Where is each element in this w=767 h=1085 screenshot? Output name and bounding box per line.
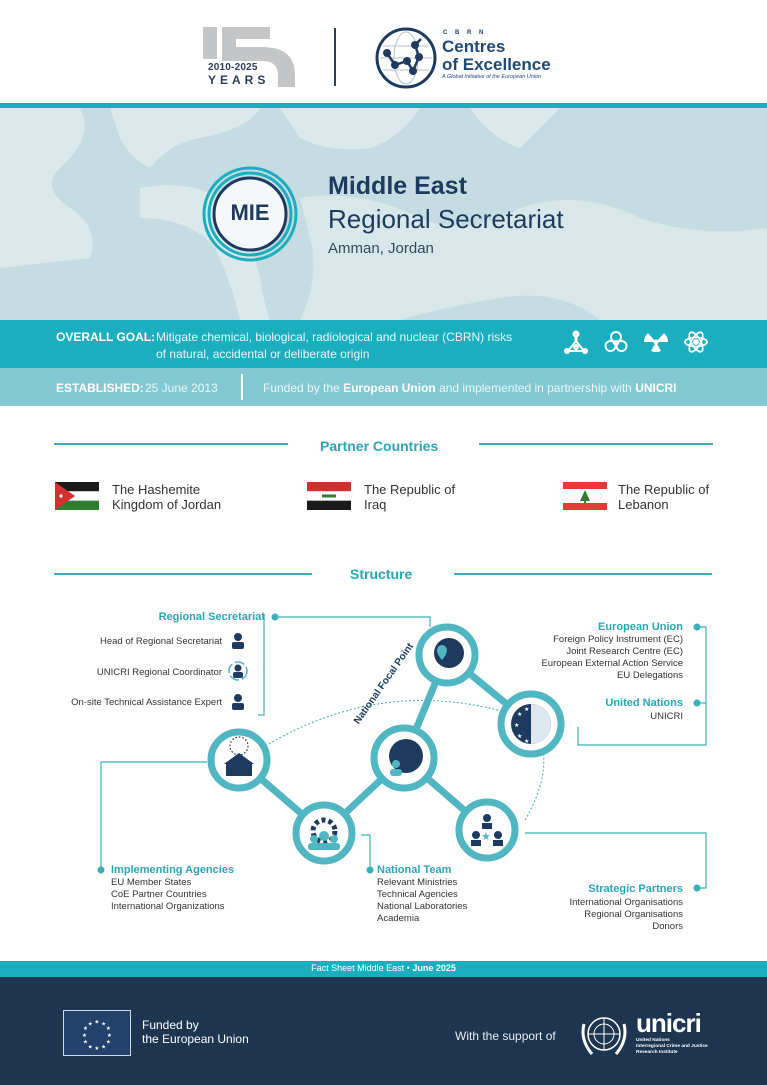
support-text: With the support of xyxy=(455,1029,556,1043)
svg-text:★: ★ xyxy=(517,734,523,740)
un-emblem-icon xyxy=(578,1010,630,1060)
svg-text:★: ★ xyxy=(105,1039,112,1046)
svg-text:★: ★ xyxy=(101,1021,107,1028)
unicri-subtitle xyxy=(636,1038,708,1056)
strategic-partners-item: International Organisations xyxy=(569,897,683,908)
lebanon-flag xyxy=(563,482,607,510)
united-nations-item: UNICRI xyxy=(650,711,683,722)
atom-icon xyxy=(682,328,710,356)
country-jordan xyxy=(112,482,221,512)
goal-text-line2: of natural, accidental or deliberate origin xyxy=(156,347,370,361)
european-union-item: Foreign Policy Instrument (EC) xyxy=(553,634,683,645)
fact-sheet-date: June 2025 xyxy=(412,963,456,973)
country-iraq xyxy=(364,482,455,512)
national-team-item: Technical Agencies xyxy=(377,889,458,900)
coe-globe-icon xyxy=(375,27,437,89)
eu-funded-text xyxy=(142,1018,249,1046)
united-nations-title: United Nations xyxy=(605,697,683,709)
eu-line2: the European Union xyxy=(142,1032,249,1046)
eu-line1: Funded by xyxy=(142,1018,199,1032)
svg-text:★: ★ xyxy=(101,1044,107,1051)
country-line2: Kingdom of Jordan xyxy=(112,497,222,512)
coe-tagline: A Global Initiative of the European Union xyxy=(442,74,542,80)
implementing-agencies-item: EU Member States xyxy=(111,877,192,888)
svg-text:★: ★ xyxy=(514,723,520,729)
svg-text:★: ★ xyxy=(81,1032,88,1039)
strategic-partners-item: Donors xyxy=(652,921,683,932)
strategic-partners-item: Regional Organisations xyxy=(584,909,683,920)
implementing-agencies-item: International Organizations xyxy=(111,901,225,912)
hero-title: Middle East xyxy=(328,172,467,200)
coe-title-line2: of Excellence xyxy=(442,55,551,74)
hero-subtitle: Regional Secretariat xyxy=(328,204,564,234)
national-team-item: National Laboratories xyxy=(377,901,468,912)
chemical-icon xyxy=(562,328,590,356)
country-line2: Iraq xyxy=(364,497,387,512)
regional-secretariat-title: Regional Secretariat xyxy=(158,611,265,623)
svg-text:★: ★ xyxy=(82,1039,89,1046)
country-lebanon xyxy=(618,482,709,512)
country-line2: Lebanon xyxy=(618,497,669,512)
structure-title: Structure xyxy=(350,566,413,582)
funded-eu: European Union xyxy=(343,381,436,395)
page-header xyxy=(0,0,767,103)
unicri-sub1: United Nations xyxy=(636,1038,670,1043)
mie-badge-label: MIE xyxy=(230,200,270,225)
established-label: ESTABLISHED: xyxy=(56,381,144,395)
european-union-item: Joint Research Centre (EC) xyxy=(566,646,683,657)
partners-title: Partner Countries xyxy=(320,438,439,454)
unicri-sub3: Research Institute xyxy=(636,1050,678,1055)
coe-acronym: C B R N xyxy=(443,30,487,36)
coe-title-line1: Centres xyxy=(442,37,506,56)
unicri-wordmark: unicri xyxy=(636,1008,701,1038)
years-label: YEARS xyxy=(208,73,270,87)
implementing-agencies-title: Implementing Agencies xyxy=(111,864,235,876)
svg-text:★: ★ xyxy=(87,1021,93,1028)
funded-prefix: Funded by the xyxy=(263,381,344,395)
goal-text-line1: Mitigate chemical, biological, radiological and nuclear (CBRN) risks xyxy=(156,330,513,344)
implementing-agencies-item: CoE Partner Countries xyxy=(111,889,207,900)
header-divider xyxy=(334,28,336,86)
unicri-sub2: Interregional Crime and Justice xyxy=(636,1044,708,1049)
radiation-icon xyxy=(642,328,670,356)
country-line1: The Hashemite xyxy=(112,482,201,497)
funded-statement xyxy=(263,381,677,395)
european-union-item: European External Action Service xyxy=(541,658,683,669)
svg-text:★: ★ xyxy=(517,712,523,718)
country-line1: The Republic of xyxy=(618,482,710,497)
regional-secretariat-item: On-site Technical Assistance Expert xyxy=(71,697,222,708)
structure-rule-right xyxy=(454,573,712,575)
cbrn-icons xyxy=(562,328,710,356)
svg-text:★: ★ xyxy=(524,739,530,745)
svg-text:★: ★ xyxy=(106,1032,113,1039)
partners-rule-right xyxy=(479,443,713,445)
regional-secretariat-item: Head of Regional Secretariat xyxy=(100,636,222,647)
national-focal-point-label: National Focal Point xyxy=(352,641,417,727)
iraq-flag xyxy=(307,482,351,510)
european-union-item: EU Delegations xyxy=(616,670,683,681)
structure-rule-left xyxy=(54,573,312,575)
european-union-title: European Union xyxy=(598,621,683,633)
footer-strip-text xyxy=(0,963,767,973)
funded-middle: and implemented in partnership with xyxy=(435,381,636,395)
national-team-item: Academia xyxy=(377,913,420,924)
biohazard-icon xyxy=(602,328,630,356)
hero-location: Amman, Jordan xyxy=(328,240,434,257)
country-line1: The Republic of xyxy=(364,482,456,497)
established-divider xyxy=(241,374,243,400)
jordan-flag xyxy=(55,482,99,510)
regional-secretariat-item: UNICRI Regional Coordinator xyxy=(96,667,222,678)
svg-text:★: ★ xyxy=(94,1019,100,1026)
years-range: 2010-2025 xyxy=(208,62,258,73)
svg-text:★: ★ xyxy=(87,1044,93,1051)
national-team-title: National Team xyxy=(377,864,452,876)
established-date: 25 June 2013 xyxy=(145,381,218,395)
strategic-partners-title: Strategic Partners xyxy=(588,883,683,895)
fact-sheet-label: Fact Sheet Middle East • xyxy=(311,963,413,973)
goal-label: OVERALL GOAL: xyxy=(56,330,156,344)
national-team-item: Relevant Ministries xyxy=(377,877,458,888)
eu-flag-icon xyxy=(63,1010,131,1056)
svg-text:★: ★ xyxy=(94,1046,100,1053)
svg-text:★: ★ xyxy=(481,831,491,843)
partners-rule-left xyxy=(54,443,288,445)
svg-text:★: ★ xyxy=(82,1026,89,1033)
svg-text:★: ★ xyxy=(105,1026,112,1033)
svg-text:★: ★ xyxy=(524,707,530,713)
funded-unicri: UNICRI xyxy=(635,381,677,395)
